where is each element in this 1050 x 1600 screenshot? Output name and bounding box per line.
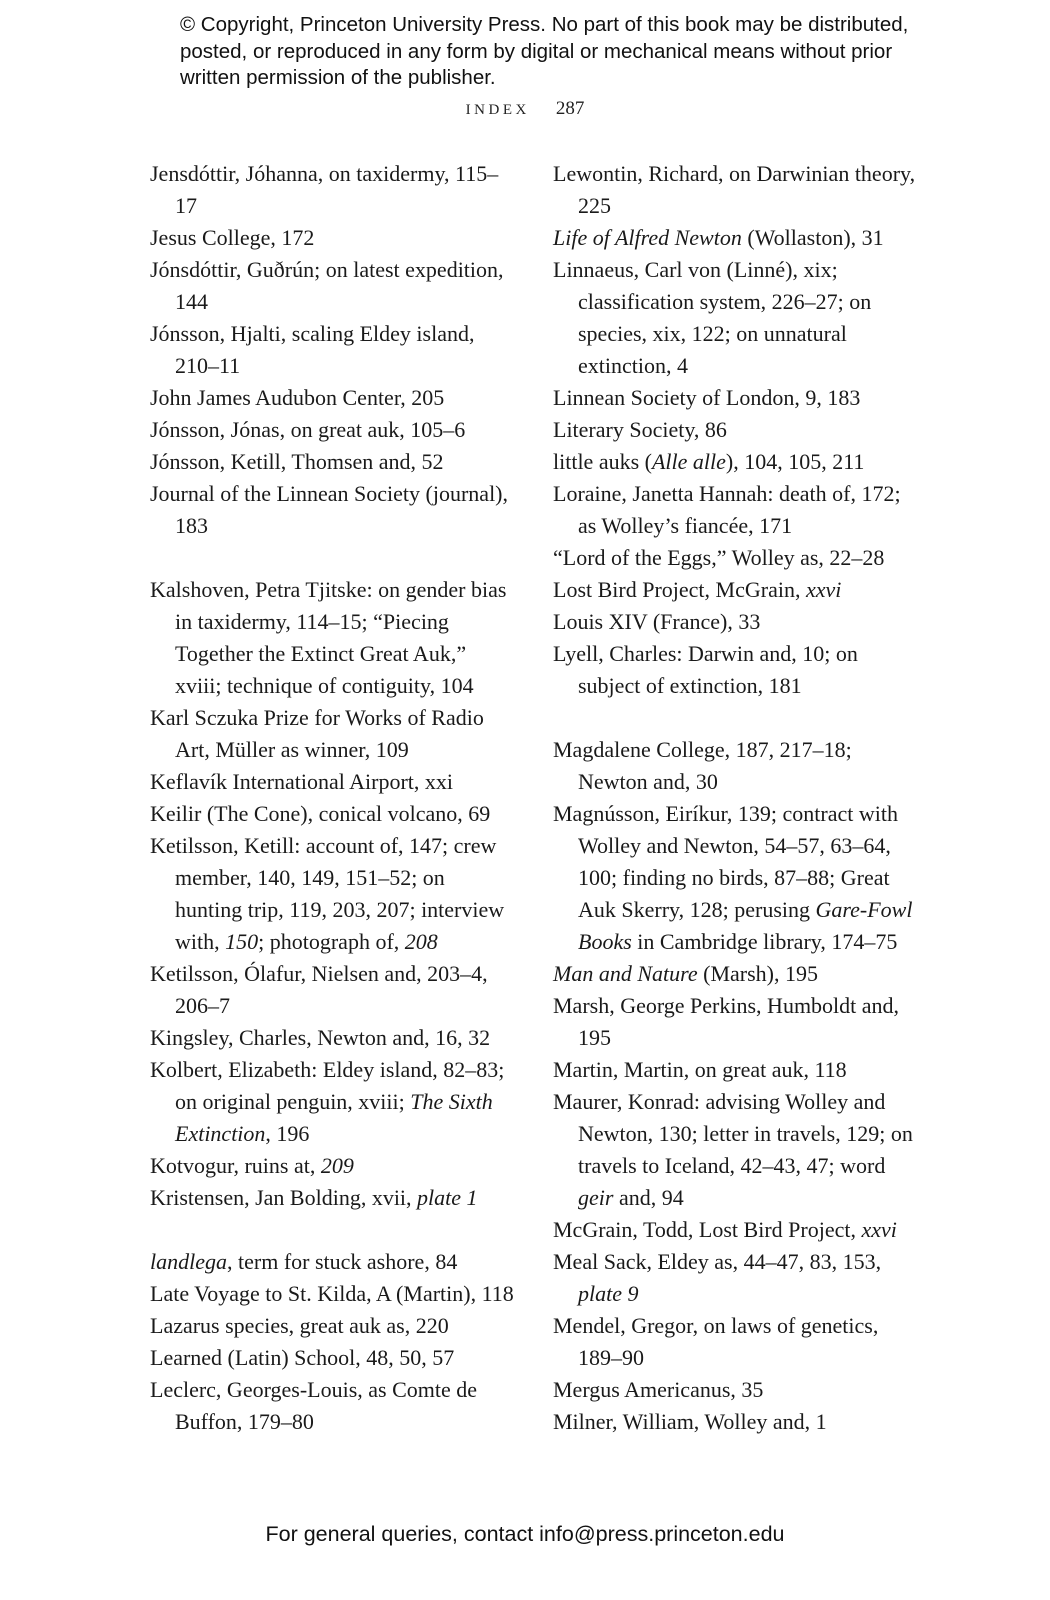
index-entry xyxy=(553,990,918,1054)
index-entry xyxy=(553,542,918,574)
index-entry xyxy=(150,1182,515,1214)
index-column-left xyxy=(150,158,515,1438)
index-entry-text: Literary Society, 86 xyxy=(553,417,727,442)
section-gap xyxy=(150,542,515,574)
index-entry xyxy=(150,830,515,958)
index-entry xyxy=(553,254,918,382)
index-entry-text: Magnússon, Eiríkur, 139; contract with Wolley and Newton, 54–57, 63–64, 100; finding no birds, 87–88; Great Auk Skerry, 128; perusing xyxy=(553,801,898,922)
index-entry xyxy=(553,958,918,990)
index-entry-text: Mendel, Gregor, on laws of genetics, 189–90 xyxy=(553,1313,879,1370)
index-entry xyxy=(150,478,515,542)
index-entry-text: Kristensen, Jan Bolding, xvii, xyxy=(150,1185,418,1210)
index-entry-text: Linnaeus, Carl von (Linné), xix; classification system, 226–27; on species, xix, 122; on unnatural extinction, 4 xyxy=(553,257,872,378)
index-entry xyxy=(150,414,515,446)
index-entry xyxy=(553,158,918,222)
index-entry-text: Lazarus species, great auk as, 220 xyxy=(150,1313,449,1338)
index-entry xyxy=(150,1054,515,1150)
index-entry-text: 150 xyxy=(225,929,259,954)
index-entry-text: The Sixth Extinction xyxy=(175,1089,493,1146)
index-entry xyxy=(150,158,515,222)
index-entry xyxy=(150,254,515,318)
index-entry-text: Late Voyage to St. Kilda, A (Martin), 118 xyxy=(150,1281,514,1306)
index-entry xyxy=(553,1086,918,1214)
index-entry-text: Louis XIV (France), 33 xyxy=(553,609,761,634)
index-entry-text: landlega xyxy=(150,1249,227,1274)
index-entry-text: Ketilsson, Ketill: account of, 147; crew member, 140, 149, 151–52; on hunting trip, 119, 203, 207; interview with, xyxy=(150,833,505,954)
index-entry xyxy=(553,1214,918,1246)
index-entry-text: Jesus College, 172 xyxy=(150,225,315,250)
index-entry-text: Karl Sczuka Prize for Works of Radio Art, Müller as winner, 109 xyxy=(150,705,484,762)
index-entry xyxy=(553,222,918,254)
index-entry xyxy=(150,574,515,702)
index-entry-text: Jensdóttir, Jóhanna, on taxidermy, 115–17 xyxy=(150,161,499,218)
index-entry xyxy=(150,1374,515,1438)
index-entry-text: Journal of the Linnean Society (journal), 183 xyxy=(150,481,509,538)
index-entry-text: Meal Sack, Eldey as, 44–47, 83, 153, xyxy=(553,1249,882,1274)
index-entry-text: Maurer, Konrad: advising Wolley and Newton, 130; letter in travels, 129; on travels to Iceland, 42–43, 47; word xyxy=(553,1089,913,1178)
index-entry-text: ), 104, 105, 211 xyxy=(725,449,865,474)
index-entry-text: (Wollaston), 31 xyxy=(741,225,884,250)
index-entry-text: Kolbert, Elizabeth: Eldey island, 82–83; on original penguin, xviii; xyxy=(150,1057,505,1114)
index-entry-text: Milner, William, Wolley and, 1 xyxy=(553,1409,827,1434)
footer-contact: For general queries, contact info@press.princeton.edu xyxy=(265,1522,785,1546)
index-entry-text: Man and Nature xyxy=(553,961,698,986)
index-entry xyxy=(150,702,515,766)
index-entry xyxy=(553,446,918,478)
section-gap xyxy=(150,1214,515,1246)
index-entry xyxy=(553,414,918,446)
index-entry xyxy=(150,1310,515,1342)
index-entry-text: little auks ( xyxy=(553,449,652,474)
index-entry xyxy=(150,1022,515,1054)
index-entry-text: xxvi xyxy=(805,577,842,602)
index-entry-text: Linnean Society of London, 9, 183 xyxy=(553,385,861,410)
index-entry-text: , term for stuck ashore, 84 xyxy=(227,1249,458,1274)
index-entry-text: Magdalene College, 187, 217–18; Newton and, 30 xyxy=(553,737,852,794)
index-entry xyxy=(553,1246,918,1310)
index-entry-text: Keflavík International Airport, xxi xyxy=(150,769,454,794)
index-entry xyxy=(553,1406,918,1438)
index-entry-text: Keilir (The Cone), conical volcano, 69 xyxy=(150,801,491,826)
index-entry xyxy=(553,1374,918,1406)
running-header xyxy=(0,98,1050,120)
index-entry-text: Jónsson, Ketill, Thomsen and, 52 xyxy=(150,449,444,474)
index-entry xyxy=(150,798,515,830)
index-entry-text: Martin, Martin, on great auk, 118 xyxy=(553,1057,847,1082)
index-entry xyxy=(150,1246,515,1278)
index-entry xyxy=(553,1310,918,1374)
index-entry xyxy=(150,1278,515,1310)
index-entry xyxy=(553,734,918,798)
index-entry xyxy=(553,1054,918,1086)
index-entry-text: McGrain, Todd, Lost Bird Project, xyxy=(553,1217,862,1242)
index-entry xyxy=(553,382,918,414)
index-entry-text: in Cambridge library, 174–75 xyxy=(631,929,898,954)
index-entry-text: Kalshoven, Petra Tjitske: on gender bias in taxidermy, 114–15; “Piecing Together the Extinct Great Auk,” xviii; technique of contiguity, 104 xyxy=(150,577,507,698)
index-entry xyxy=(150,382,515,414)
index-entry-text: Gare-Fowl Books xyxy=(578,897,913,954)
index-entry xyxy=(150,766,515,798)
index-entry-text: Alle alle xyxy=(651,449,726,474)
index-entry-text: Kingsley, Charles, Newton and, 16, 32 xyxy=(150,1025,491,1050)
index-entry-text: geir xyxy=(578,1185,614,1210)
index-entry-text: Kotvogur, ruins at, xyxy=(150,1153,321,1178)
index-entry-text: Jónsson, Jónas, on great auk, 105–6 xyxy=(150,417,466,442)
index-entry-text: plate 1 xyxy=(417,1185,478,1210)
index-entry-text: “Lord of the Eggs,” Wolley as, 22–28 xyxy=(553,545,885,570)
index-entry-text: Learned (Latin) School, 48, 50, 57 xyxy=(150,1345,455,1370)
index-entry-text: xxvi xyxy=(861,1217,897,1242)
index-entry-text: Marsh, George Perkins, Humboldt and, 195 xyxy=(553,993,900,1050)
index-entry xyxy=(150,318,515,382)
index-entry xyxy=(150,958,515,1022)
index-entry-text: Mergus Americanus, 35 xyxy=(553,1377,764,1402)
running-header-label: INDEX xyxy=(465,102,530,118)
copyright-notice: © Copyright, Princeton University Press. No part of this book may be distributed, posted, or reproduced in any form by digital or mechanical means without prior written permission of the publisher. xyxy=(180,13,909,89)
index-entry-text: Jónsdóttir, Guðrún; on latest expedition, 144 xyxy=(150,257,504,314)
index-entry-text: Jónsson, Hjalti, scaling Eldey island, 210–11 xyxy=(150,321,475,378)
index-entry-text: (Marsh), 195 xyxy=(697,961,818,986)
index-entry xyxy=(553,606,918,638)
index-entry-text: and, 94 xyxy=(613,1185,684,1210)
index-entry-text: Life of Alfred Newton xyxy=(553,225,742,250)
index-entry-text: plate 9 xyxy=(578,1281,639,1306)
index-entry-text: Ketilsson, Ólafur, Nielsen and, 203–4, 206–7 xyxy=(150,961,488,1018)
index-entry-text: Loraine, Janetta Hannah: death of, 172; as Wolley’s fiancée, 171 xyxy=(553,481,901,538)
section-gap xyxy=(553,702,918,734)
index-entry-text: John James Audubon Center, 205 xyxy=(150,385,445,410)
index-entry-text: 208 xyxy=(404,929,438,954)
index-entry-text: Lost Bird Project, McGrain, xyxy=(553,577,806,602)
index-entry xyxy=(553,638,918,702)
page-number: 287 xyxy=(555,98,585,119)
index-entry-text: ; photograph of, xyxy=(258,929,405,954)
index-entry-text: , 196 xyxy=(265,1121,310,1146)
index-column-right xyxy=(553,158,918,1438)
index-entry-text: Lewontin, Richard, on Darwinian theory, 225 xyxy=(553,161,916,218)
index-entry-text: 209 xyxy=(320,1153,354,1178)
index-entry xyxy=(150,446,515,478)
index-entry xyxy=(553,574,918,606)
index-entry-text: Lyell, Charles: Darwin and, 10; on subject of extinction, 181 xyxy=(553,641,858,698)
index-entry xyxy=(553,798,918,958)
index-entry xyxy=(150,222,515,254)
index-entry-text: Leclerc, Georges-Louis, as Comte de Buffon, 179–80 xyxy=(150,1377,478,1434)
index-entry xyxy=(150,1342,515,1374)
index-entry xyxy=(150,1150,515,1182)
index-entry xyxy=(553,478,918,542)
